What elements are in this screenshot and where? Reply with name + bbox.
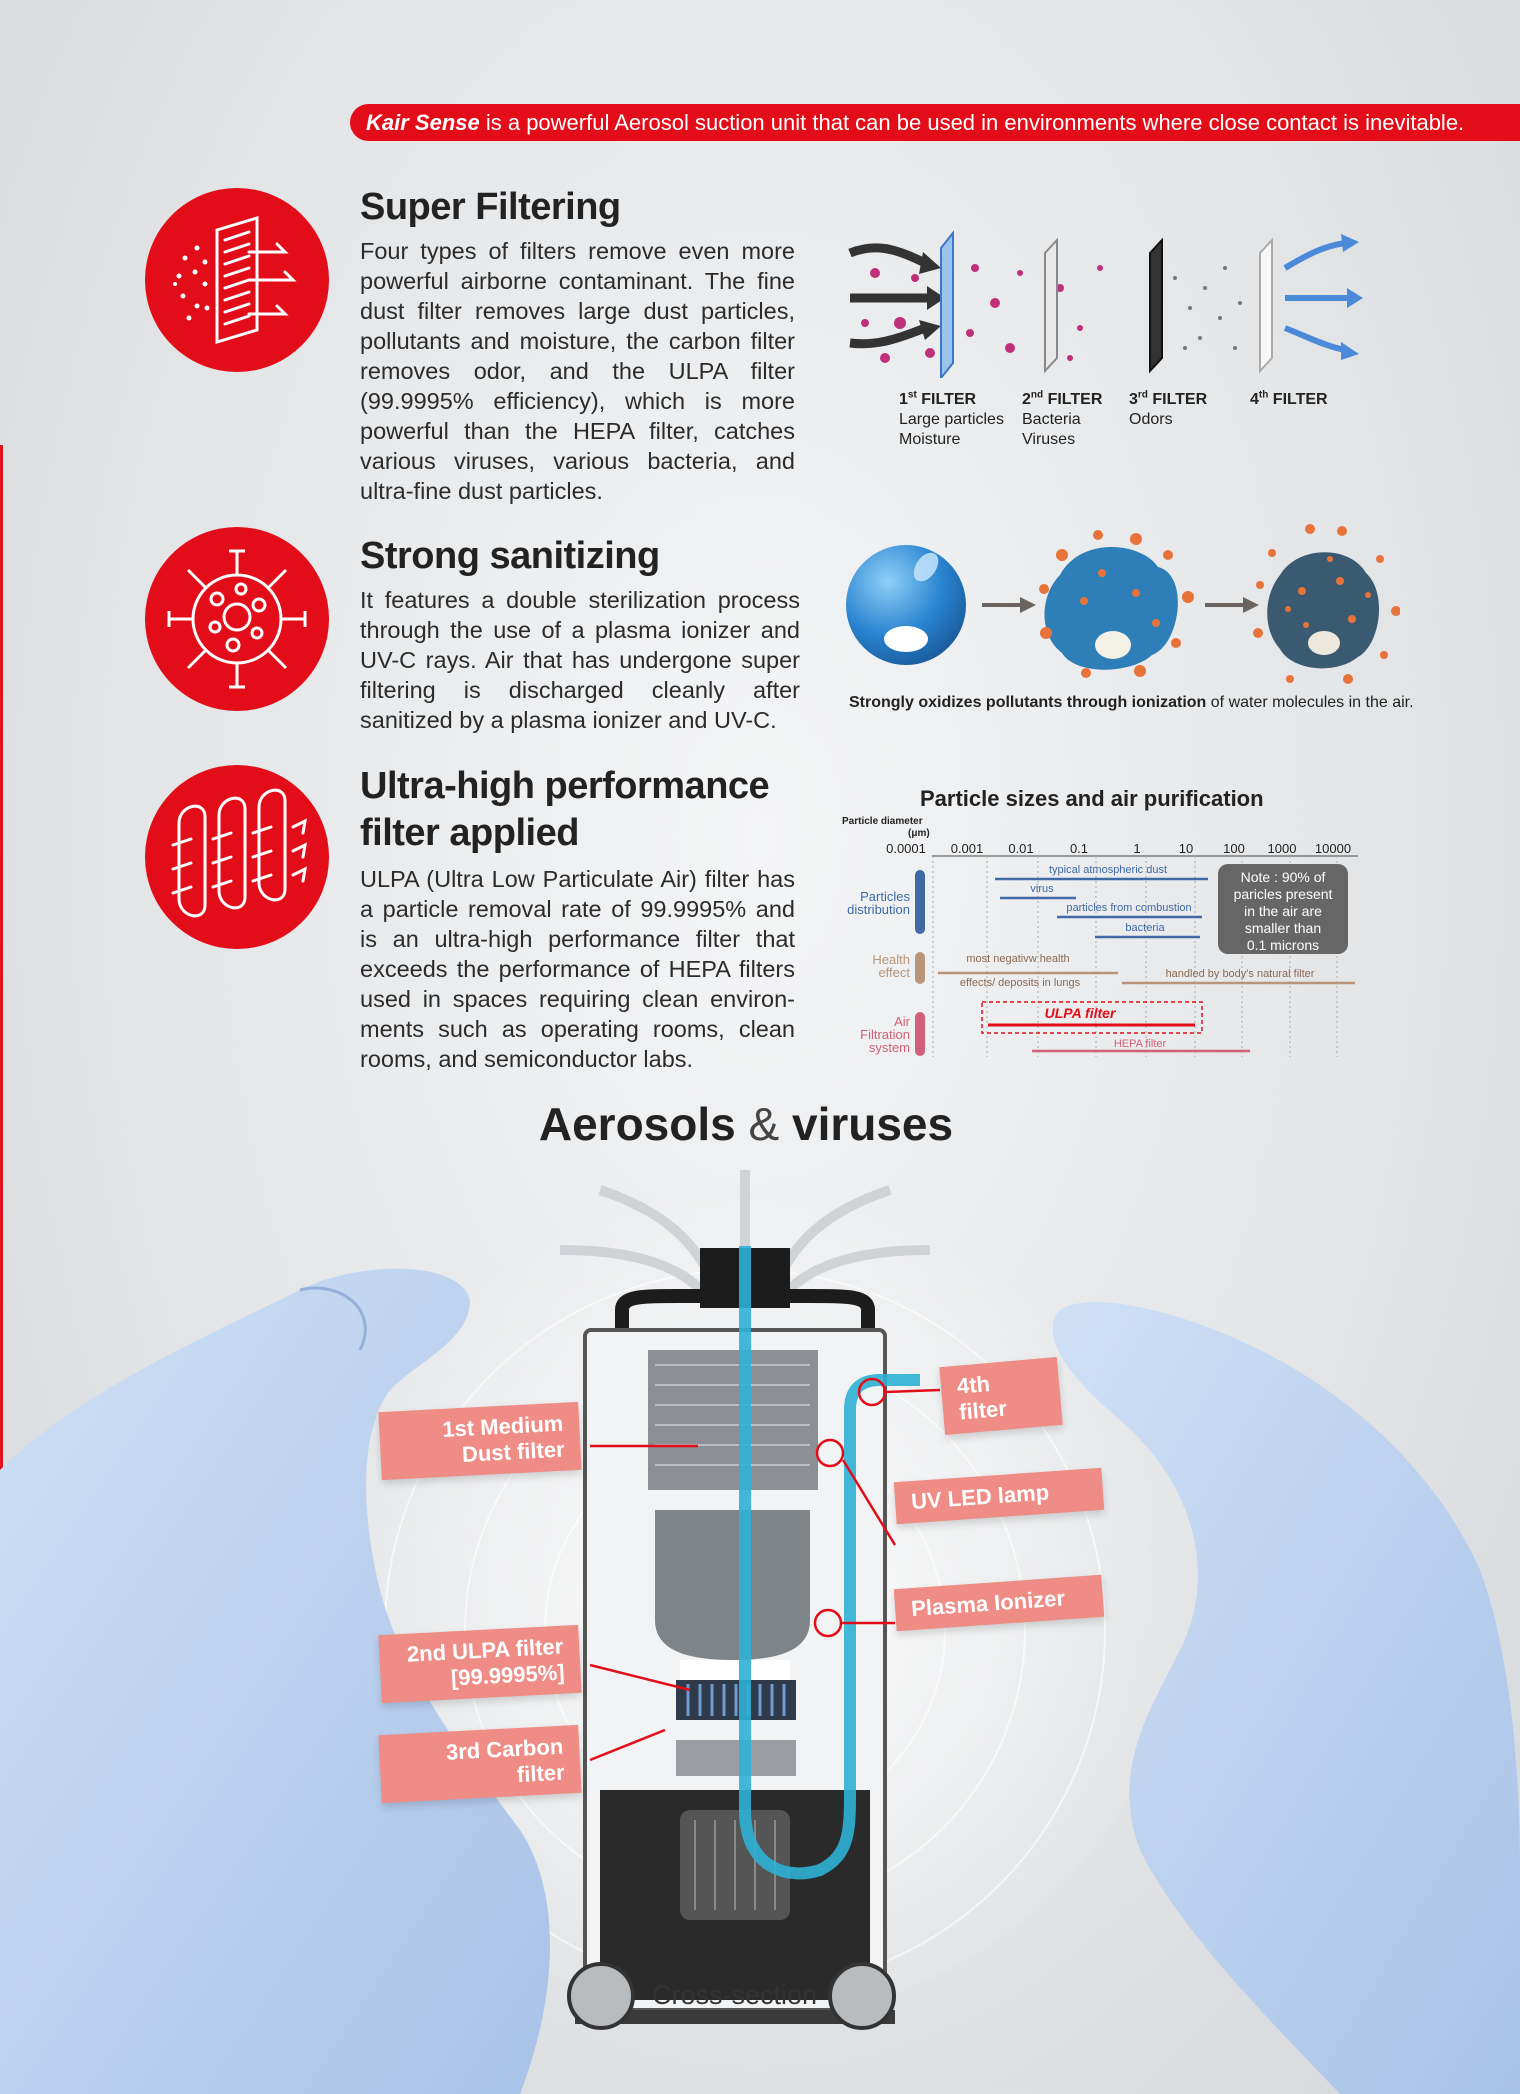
filter-label-2: 2nd FILTER Bacteria Viruses (1022, 390, 1103, 449)
particle-chart-title: Particle sizes and air purification (920, 786, 1264, 811)
virus-icon (145, 527, 329, 711)
brand-name: Kair Sense (366, 110, 480, 135)
group-label-particles: distribution (847, 902, 910, 917)
axis-unit: (μm) (908, 828, 930, 839)
feature-body-strong-sanitizing: It features a double sterilization process through the use of a plasma ionizer and UV-C rays. Air that has undergone super filtering is discharged cleanly after sanitized by a plasma ionizer and UV-C. (360, 587, 800, 733)
bar-label: handled by body's natural filter (1165, 968, 1315, 980)
callout-ulpa-filter: 2nd ULPA filter [99.9995%] (378, 1625, 581, 1703)
bar-label: most negativw health (966, 953, 1070, 965)
four-filter-diagram (845, 228, 1365, 448)
bar-label: effects/ deposits in lungs (959, 977, 1081, 989)
filter-label-3: 3rd FILTER Odors (1129, 390, 1208, 429)
note-line: paricles present (1233, 886, 1333, 902)
callout-medium-dust-filter: 1st Medium Dust filter (378, 1402, 581, 1480)
filter-label-1: 1st FILTER Large particles Moisture (899, 390, 1004, 449)
bar-label: bacteria (1125, 922, 1165, 934)
callout-uv-led-lamp: UV LED lamp (894, 1468, 1104, 1524)
intro-banner (350, 104, 1520, 141)
tick-label: 1 (1133, 841, 1141, 856)
tick-label: 100 (1223, 841, 1245, 856)
tick-label: 1000 (1267, 841, 1297, 856)
axis-label: Particle diameter (842, 816, 923, 827)
callout-carbon-filter: 3rd Carbon filter (378, 1725, 581, 1803)
aerosols-heading: Aerosols & viruses (538, 1098, 954, 1150)
tick-label: 0.01 (1008, 841, 1034, 856)
group-label-health: effect (878, 965, 910, 980)
cross-section-label: Cross-section (652, 1980, 818, 2010)
tick-label: 0.0001 (886, 841, 926, 856)
airflow-filter-icon (145, 765, 329, 949)
note-line: 0.1 microns (1246, 937, 1320, 953)
group-label-filtration: Filtration (860, 1027, 910, 1042)
filter-label-4: 4th FILTER (1250, 390, 1328, 409)
feature-title-strong-sanitizing: Strong sanitizing (360, 535, 660, 577)
note-line: in the air are (1244, 903, 1322, 919)
callout-fourth-filter: 4th filter (939, 1357, 1062, 1435)
tick-label: 0.001 (950, 841, 984, 856)
note-line: smaller than (1244, 920, 1322, 936)
ionization-caption: Strongly oxidizes pollutants through ionization of water molecules in the air. (849, 694, 1414, 711)
bar-label: typical atmospheric dust (1049, 864, 1167, 876)
particle-size-chart (840, 812, 1360, 1062)
tick-label: 10000 (1314, 841, 1352, 856)
group-label-health: Health (872, 952, 910, 967)
bar-label: virus (1030, 883, 1054, 895)
callout-plasma-ionizer: Plasma Ionizer (894, 1575, 1104, 1631)
ionization-diagram (840, 515, 1400, 715)
cross-section-illustration (0, 1150, 1520, 2094)
note-line: Note : 90% of (1240, 869, 1326, 885)
feature-body-super-filtering: Four types of filters remove even more powerful airborne contaminant. The fine dust filter removes large dust particles, pollutants and moisture, the carbon filter removes odor, and the ULPA filter (99.9995% efficiency), which is more powerful than the HEPA filter, catches various viruses, various bacteria, and ultra-fine dust particles. (360, 238, 795, 504)
bar-label: particles from combustion (1066, 902, 1192, 914)
bar-label-ulpa: ULPA filter (1044, 1005, 1116, 1021)
filter-icon (145, 188, 329, 372)
group-label-particles: Particles (860, 889, 910, 904)
group-label-filtration: Air (894, 1014, 910, 1029)
feature-body-ulpa: ULPA (Ultra Low Particulate Air) filter has a particle removal rate of 99.9995% and is an ultra-high performance filter that exceeds the performance of HEPA filters used in spaces requiring clean environ-ments such as operating rooms, clean rooms, and semiconductor labs. (360, 866, 795, 1072)
banner-text: is a powerful Aerosol suction unit that can be used in environments where close contact is inevitable. (479, 110, 1465, 135)
tick-label: 0.1 (1069, 841, 1089, 856)
feature-title-ulpa: Ultra-high performance filter applied (360, 765, 770, 854)
tick-label: 10 (1178, 841, 1194, 856)
bar-label-hepa: HEPA filter (1113, 1038, 1167, 1050)
group-label-filtration: system (868, 1040, 910, 1055)
feature-title-super-filtering: Super Filtering (360, 186, 621, 228)
